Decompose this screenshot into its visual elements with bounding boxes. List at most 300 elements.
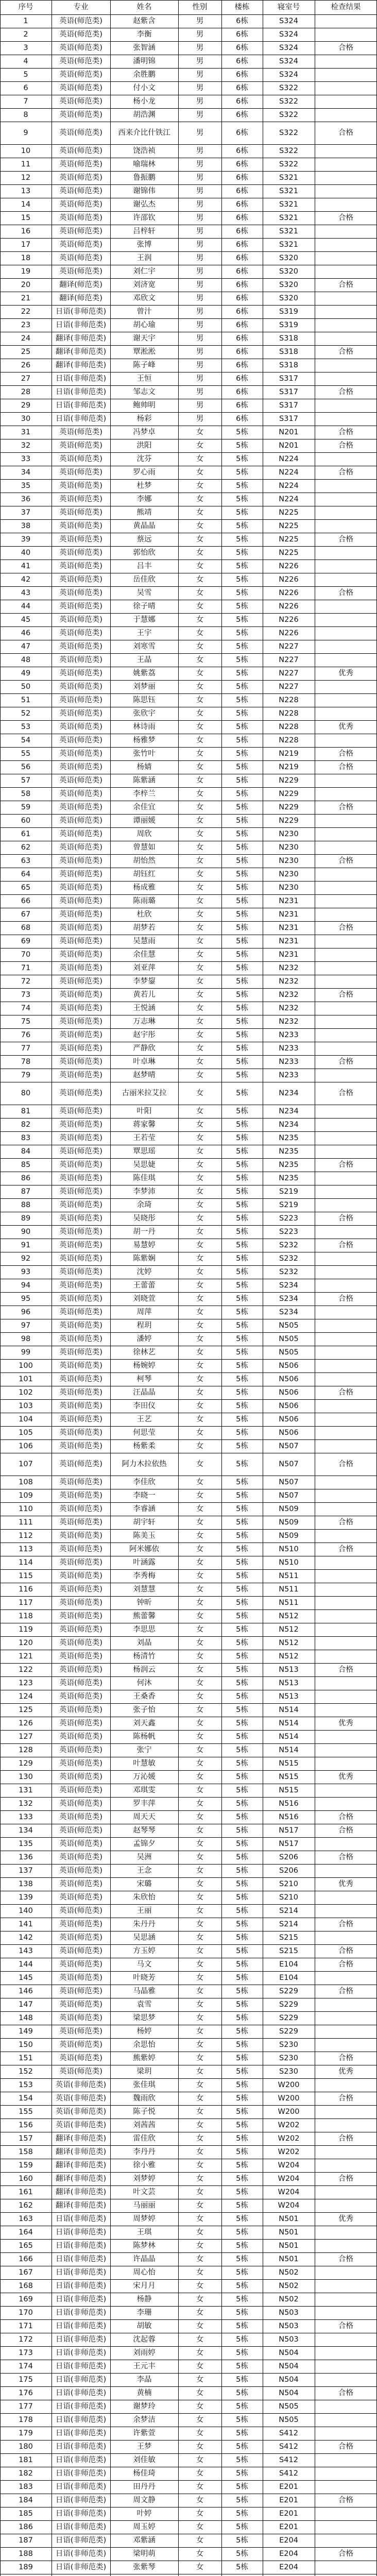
cell-room: S412 <box>279 2429 298 2437</box>
cell-name: 刘寒雪 <box>133 642 156 651</box>
cell-name: 张宁 <box>136 1745 152 1754</box>
cell-seq: 181 <box>19 2455 33 2464</box>
cell-room: N230 <box>279 883 299 892</box>
cell-building: 5栋 <box>236 776 248 785</box>
cell-building: 5栋 <box>236 1308 248 1316</box>
cell-gender: 女 <box>196 1812 204 1821</box>
cell-seq: 15 <box>21 213 31 222</box>
cell-name: 杨小龙 <box>133 97 156 106</box>
grid-line <box>0 1502 377 1503</box>
cell-name: 黄晶晶 <box>133 521 156 530</box>
cell-seq: 174 <box>19 2362 33 2370</box>
cell-name: 周天天 <box>133 1812 156 1821</box>
cell-major: 英语(师范类) <box>59 1254 102 1263</box>
cell-gender: 女 <box>196 2000 204 2009</box>
cell-gender: 女 <box>196 1679 204 1687</box>
cell-gender: 女 <box>196 1879 204 1888</box>
cell-seq: 4 <box>23 57 28 65</box>
cell-result: 合格 <box>338 923 353 932</box>
cell-name: 叶婷 <box>136 2509 152 2518</box>
grid-line <box>0 2373 377 2374</box>
cell-room: N225 <box>279 508 299 517</box>
cell-building: 6栋 <box>236 361 248 369</box>
cell-gender: 女 <box>196 2027 204 2036</box>
cell-room: S324 <box>279 70 298 79</box>
cell-major: 英语(师范类) <box>59 950 102 959</box>
cell-name: 叶慧敏 <box>133 1759 156 1768</box>
cell-room: N503 <box>279 2321 299 2330</box>
cell-name: 熊紫婷 <box>133 2054 156 2062</box>
cell-result <box>315 787 377 801</box>
cell-seq: 64 <box>21 870 31 878</box>
cell-room: E104 <box>279 1973 298 1982</box>
cell-major: 翻译(非师范类) <box>55 334 107 343</box>
cell-seq: 129 <box>19 1759 33 1768</box>
cell-room: N227 <box>279 682 299 691</box>
cell-seq: 84 <box>21 1147 31 1156</box>
cell-room: N511 <box>279 1585 299 1594</box>
cell-result <box>315 158 377 171</box>
cell-name: 鲁振鹏 <box>133 173 156 182</box>
grid-line <box>0 1265 377 1266</box>
cell-building: 5栋 <box>236 937 248 945</box>
grid-line <box>0 2319 377 2320</box>
cell-result <box>315 560 377 573</box>
cell-gender: 女 <box>196 1826 204 1835</box>
cell-seq: 51 <box>21 696 31 704</box>
cell-gender: 女 <box>196 963 204 972</box>
cell-seq: 70 <box>21 950 31 959</box>
cell-gender: 男 <box>196 267 204 276</box>
cell-room: E201 <box>279 2509 298 2518</box>
cell-room: S322 <box>279 146 298 155</box>
cell-building: 5栋 <box>236 575 248 584</box>
cell-seq: 1 <box>23 16 28 25</box>
cell-room: W200 <box>278 2094 300 2103</box>
cell-major: 英语(师范类) <box>59 2027 102 2036</box>
cell-result <box>315 2480 377 2494</box>
cell-major: 英语(师范类) <box>59 468 102 477</box>
cell-name: 李晓一 <box>133 1491 156 1500</box>
cell-seq: 138 <box>19 1879 33 1888</box>
cell-room: S321 <box>279 213 298 222</box>
cell-room: N506 <box>279 1361 299 1370</box>
cell-room: N225 <box>279 535 299 544</box>
cell-result <box>315 506 377 519</box>
grid-line <box>0 2145 377 2146</box>
cell-building: 5栋 <box>236 1585 248 1594</box>
cell-major: 日语(非师范类) <box>55 2362 107 2370</box>
grid-line <box>0 653 377 654</box>
cell-building: 5栋 <box>236 896 248 905</box>
cell-gender: 男 <box>196 401 204 410</box>
cell-major: 英语(师范类) <box>59 2040 102 2049</box>
cell-gender: 男 <box>196 146 204 155</box>
cell-gender: 女 <box>196 1004 204 1012</box>
grid-line <box>0 14 377 15</box>
cell-name: 陈思钰 <box>133 696 156 704</box>
cell-result <box>315 2011 377 2025</box>
cell-building: 5栋 <box>236 1415 248 1423</box>
cell-gender: 女 <box>196 1518 204 1527</box>
grid-line <box>0 1877 377 1878</box>
cell-gender: 女 <box>196 441 204 450</box>
cell-gender: 女 <box>196 602 204 611</box>
cell-name: 雷佳欣 <box>133 2134 156 2143</box>
cell-room: N506 <box>279 1428 299 1437</box>
grid-line <box>0 693 377 694</box>
grid-line <box>0 881 377 882</box>
cell-building: 5栋 <box>236 910 248 919</box>
cell-building: 5栋 <box>236 441 248 450</box>
cell-room: W202 <box>278 2147 300 2156</box>
cell-room: N506 <box>279 1375 299 1383</box>
cell-gender: 女 <box>196 682 204 691</box>
cell-result: 合格 <box>338 347 353 356</box>
cell-building: 6栋 <box>236 16 248 25</box>
cell-building: 5栋 <box>236 736 248 744</box>
cell-result <box>315 2561 377 2574</box>
cell-building: 5栋 <box>236 1254 248 1263</box>
cell-name: 刘济宽 <box>133 280 156 289</box>
cell-seq: 36 <box>21 495 31 503</box>
cell-major: 翻译(师范类) <box>59 280 102 289</box>
cell-name: 张子怡 <box>133 1705 156 1714</box>
cell-result: 合格 <box>338 1545 353 1553</box>
cell-seq: 45 <box>21 615 31 624</box>
cell-gender: 女 <box>196 2134 204 2143</box>
cell-seq: 86 <box>21 1174 31 1182</box>
cell-name: 许紫萱 <box>133 2429 156 2437</box>
cell-result <box>315 653 377 667</box>
cell-result <box>315 600 377 613</box>
cell-result: 合格 <box>338 468 353 477</box>
cell-name: 胡宇轩 <box>133 1518 156 1527</box>
cell-room: N229 <box>279 776 299 785</box>
cell-result <box>315 1703 377 1717</box>
cell-result <box>315 1439 377 1453</box>
cell-major: 英语(师范类) <box>59 1334 102 1343</box>
cell-seq: 159 <box>19 2161 33 2170</box>
cell-major: 日语(非师范类) <box>55 2442 107 2451</box>
cell-building: 5栋 <box>236 2107 248 2116</box>
cell-major: 英语(师范类) <box>59 1348 102 1357</box>
cell-seq: 8 <box>23 110 28 119</box>
cell-major: 英语(师范类) <box>59 1089 102 1097</box>
cell-major: 英语(师范类) <box>59 454 102 463</box>
grid-line <box>0 626 377 627</box>
cell-major: 翻译(非师范类) <box>55 2201 107 2210</box>
cell-major: 日语(非师范类) <box>55 2536 107 2545</box>
cell-result <box>315 613 377 626</box>
cell-gender: 女 <box>196 2402 204 2411</box>
cell-seq: 38 <box>21 521 31 530</box>
cell-result: 优秀 <box>338 2214 353 2223</box>
cell-room: N232 <box>279 963 299 972</box>
cell-result: 合格 <box>338 2174 353 2183</box>
cell-result <box>315 1372 377 1386</box>
cell-room: N229 <box>279 789 299 798</box>
cell-name: 赵琴琴 <box>133 1826 156 1835</box>
cell-building: 5栋 <box>236 722 248 731</box>
grid-line <box>0 854 377 855</box>
grid-line <box>0 2306 377 2307</box>
cell-room: S215 <box>279 1933 298 1942</box>
header-name: 姓名 <box>136 3 152 11</box>
cell-room: S234 <box>279 1308 298 1316</box>
cell-major: 英语(师范类) <box>59 1933 102 1942</box>
cell-major: 英语(师范类) <box>59 97 102 106</box>
cell-gender: 女 <box>196 2321 204 2330</box>
cell-major: 英语(师范类) <box>59 963 102 972</box>
cell-name: 胡怡然 <box>133 856 156 865</box>
cell-gender: 女 <box>196 2188 204 2196</box>
cell-name: 许晶晶 <box>133 2255 156 2263</box>
cell-result <box>315 948 377 961</box>
cell-result <box>315 292 377 305</box>
cell-name: 刘仁宇 <box>133 267 156 276</box>
cell-seq: 7 <box>23 97 28 106</box>
cell-result <box>315 1225 377 1239</box>
cell-gender: 女 <box>196 1692 204 1701</box>
cell-result <box>315 68 377 81</box>
cell-result: 合格 <box>338 1057 353 1066</box>
cell-name: 李梦鋆 <box>133 977 156 986</box>
cell-seq: 187 <box>19 2536 33 2545</box>
cell-building: 6栋 <box>236 267 248 276</box>
cell-seq: 23 <box>21 320 31 329</box>
cell-gender: 女 <box>196 1638 204 1647</box>
cell-building: 5栋 <box>236 1214 248 1223</box>
cell-major: 英语(师范类) <box>59 1504 102 1513</box>
grid-line <box>0 108 377 109</box>
cell-major: 英语(师范类) <box>59 1799 102 1808</box>
header-building: 楼栋 <box>234 3 250 11</box>
cell-building: 5栋 <box>236 709 248 718</box>
cell-building: 5栋 <box>236 1893 248 1902</box>
cell-room: S321 <box>279 200 298 209</box>
cell-gender: 女 <box>196 2308 204 2317</box>
cell-name: 万志琳 <box>133 1017 156 1026</box>
cell-room: S317 <box>279 414 298 423</box>
cell-result: 合格 <box>338 213 353 222</box>
cell-result <box>315 961 377 975</box>
cell-building: 5栋 <box>236 950 248 959</box>
cell-result: 合格 <box>338 2134 353 2143</box>
cell-result <box>315 171 377 184</box>
cell-building: 5栋 <box>236 2161 248 2170</box>
cell-room: N513 <box>279 1679 299 1687</box>
cell-name: 杜欣 <box>136 910 152 919</box>
cell-name: 周萍 <box>136 1308 152 1316</box>
cell-building: 5栋 <box>236 1107 248 1115</box>
cell-major: 日语(非师范类) <box>55 401 107 410</box>
cell-room: S234 <box>279 1281 298 1290</box>
cell-gender: 女 <box>196 1187 204 1196</box>
cell-room: N507 <box>279 1460 299 1468</box>
cell-major: 英语(师范类) <box>59 615 102 624</box>
cell-result <box>315 479 377 493</box>
cell-major: 英语(师范类) <box>59 816 102 825</box>
cell-result <box>315 318 377 332</box>
cell-result: 合格 <box>338 441 353 450</box>
grid-line <box>0 1529 377 1530</box>
cell-result <box>315 1028 377 1042</box>
grid-line <box>0 81 377 82</box>
cell-building: 5栋 <box>236 2134 248 2143</box>
cell-building: 5栋 <box>236 2429 248 2437</box>
grid-line <box>0 2185 377 2186</box>
cell-seq: 26 <box>21 361 31 369</box>
cell-seq: 185 <box>19 2509 33 2518</box>
grid-line <box>0 787 377 788</box>
cell-result <box>315 1252 377 1265</box>
cell-major: 英语(师范类) <box>59 923 102 932</box>
cell-building: 5栋 <box>236 1281 248 1290</box>
cell-result: 合格 <box>338 990 353 999</box>
cell-name: 张竹叶 <box>133 749 156 758</box>
cell-room: S324 <box>279 57 298 65</box>
cell-gender: 女 <box>196 1719 204 1727</box>
cell-building: 5栋 <box>236 2522 248 2531</box>
cell-seq: 151 <box>19 2054 33 2062</box>
cell-name: 吴晓彤 <box>133 1214 156 1223</box>
cell-result <box>315 1359 377 1372</box>
cell-name: 许邵钦 <box>133 213 156 222</box>
cell-name: 谭丽媛 <box>133 816 156 825</box>
cell-building: 6栋 <box>236 83 248 92</box>
cell-name: 沈婷 <box>136 1267 152 1276</box>
cell-major: 英语(师范类) <box>59 1133 102 1142</box>
cell-seq: 71 <box>21 963 31 972</box>
cell-result <box>315 1569 377 1583</box>
cell-building: 5栋 <box>236 2308 248 2317</box>
cell-gender: 女 <box>196 2080 204 2089</box>
cell-name: 王梦 <box>136 2442 152 2451</box>
cell-name: 周心怡 <box>133 2268 156 2277</box>
cell-room: S229 <box>279 1987 298 1995</box>
cell-room: S322 <box>279 83 298 92</box>
cell-name: 姚紫荔 <box>133 669 156 677</box>
cell-major: 英语(师范类) <box>59 736 102 744</box>
cell-result <box>315 81 377 95</box>
cell-major: 英语(师范类) <box>59 1415 102 1423</box>
grid-line <box>0 1797 377 1798</box>
cell-room: S321 <box>279 187 298 195</box>
cell-major: 英语(师范类) <box>59 1879 102 1888</box>
cell-major: 日语(非师范类) <box>55 2255 107 2263</box>
cell-major: 英语(师范类) <box>59 1057 102 1066</box>
cell-gender: 女 <box>196 2040 204 2049</box>
cell-seq: 153 <box>19 2080 33 2089</box>
cell-name: 张佳琪 <box>133 2080 156 2089</box>
cell-gender: 女 <box>196 843 204 852</box>
cell-seq: 60 <box>21 816 31 825</box>
cell-building: 5栋 <box>236 1388 248 1397</box>
cell-major: 英语(师范类) <box>59 870 102 878</box>
cell-building: 5栋 <box>236 2094 248 2103</box>
cell-room: N503 <box>279 2308 299 2317</box>
cell-building: 5栋 <box>236 629 248 637</box>
cell-name: 王恒 <box>136 374 152 383</box>
grid-line <box>0 1569 377 1570</box>
cell-seq: 113 <box>19 1545 33 1553</box>
cell-gender: 女 <box>196 2388 204 2397</box>
cell-result <box>315 519 377 533</box>
cell-seq: 40 <box>21 548 31 557</box>
cell-name: 王宇 <box>136 629 152 637</box>
cell-building: 5栋 <box>236 495 248 503</box>
cell-gender: 女 <box>196 1946 204 1955</box>
grid-line <box>0 613 377 614</box>
cell-major: 英语(师范类) <box>59 508 102 517</box>
cell-name: 王晶 <box>136 655 152 664</box>
cell-room: S206 <box>279 1853 298 1861</box>
cell-room: S230 <box>279 2067 298 2076</box>
cell-result <box>315 1332 377 1346</box>
cell-room: S412 <box>279 2455 298 2464</box>
cell-major: 英语(师范类) <box>59 1044 102 1053</box>
cell-gender: 女 <box>196 1799 204 1808</box>
cell-building: 5栋 <box>236 548 248 557</box>
cell-seq: 179 <box>19 2429 33 2437</box>
cell-gender: 女 <box>196 1933 204 1942</box>
grid-line <box>0 1636 377 1637</box>
cell-gender: 女 <box>196 495 204 503</box>
cell-name: 杨成雅 <box>133 883 156 892</box>
cell-name: 谢锦伟 <box>133 187 156 195</box>
cell-result <box>315 1002 377 1015</box>
cell-result <box>315 1730 377 1743</box>
cell-gender: 女 <box>196 1786 204 1794</box>
cell-building: 5栋 <box>236 829 248 838</box>
cell-building: 6栋 <box>236 227 248 235</box>
cell-major: 英语(师范类) <box>59 267 102 276</box>
cell-major: 英语(师范类) <box>59 1826 102 1835</box>
cell-room: S319 <box>279 320 298 329</box>
cell-building: 5栋 <box>236 2174 248 2183</box>
grid-line <box>0 345 377 346</box>
cell-major: 日语(非师范类) <box>55 2308 107 2317</box>
cell-name: 曾汁 <box>136 307 152 316</box>
cell-seq: 34 <box>21 468 31 477</box>
cell-building: 5栋 <box>236 2442 248 2451</box>
cell-result <box>315 372 377 385</box>
cell-name: 余胜鹏 <box>133 70 156 79</box>
grid-line <box>0 385 377 386</box>
cell-building: 5栋 <box>236 1133 248 1142</box>
cell-major: 日语(非师范类) <box>55 2214 107 2223</box>
cell-building: 6栋 <box>236 70 248 79</box>
cell-building: 5栋 <box>236 1545 248 1553</box>
cell-result <box>315 108 377 122</box>
cell-building: 5栋 <box>236 521 248 530</box>
cell-room: S322 <box>279 128 298 137</box>
cell-major: 英语(师范类) <box>59 1732 102 1741</box>
cell-name: 徐林艺 <box>133 1348 156 1357</box>
cell-name: 覃淞淞 <box>133 347 156 356</box>
cell-gender: 女 <box>196 1214 204 1223</box>
cell-room: N201 <box>279 428 299 436</box>
cell-building: 5栋 <box>236 1920 248 1928</box>
cell-name: 王蕾蕾 <box>133 1281 156 1290</box>
cell-seq: 49 <box>21 669 31 677</box>
cell-room: N226 <box>279 575 299 584</box>
cell-gender: 女 <box>196 508 204 517</box>
grid-line <box>0 452 377 453</box>
grid-line <box>0 1225 377 1226</box>
cell-room: N228 <box>279 736 299 744</box>
